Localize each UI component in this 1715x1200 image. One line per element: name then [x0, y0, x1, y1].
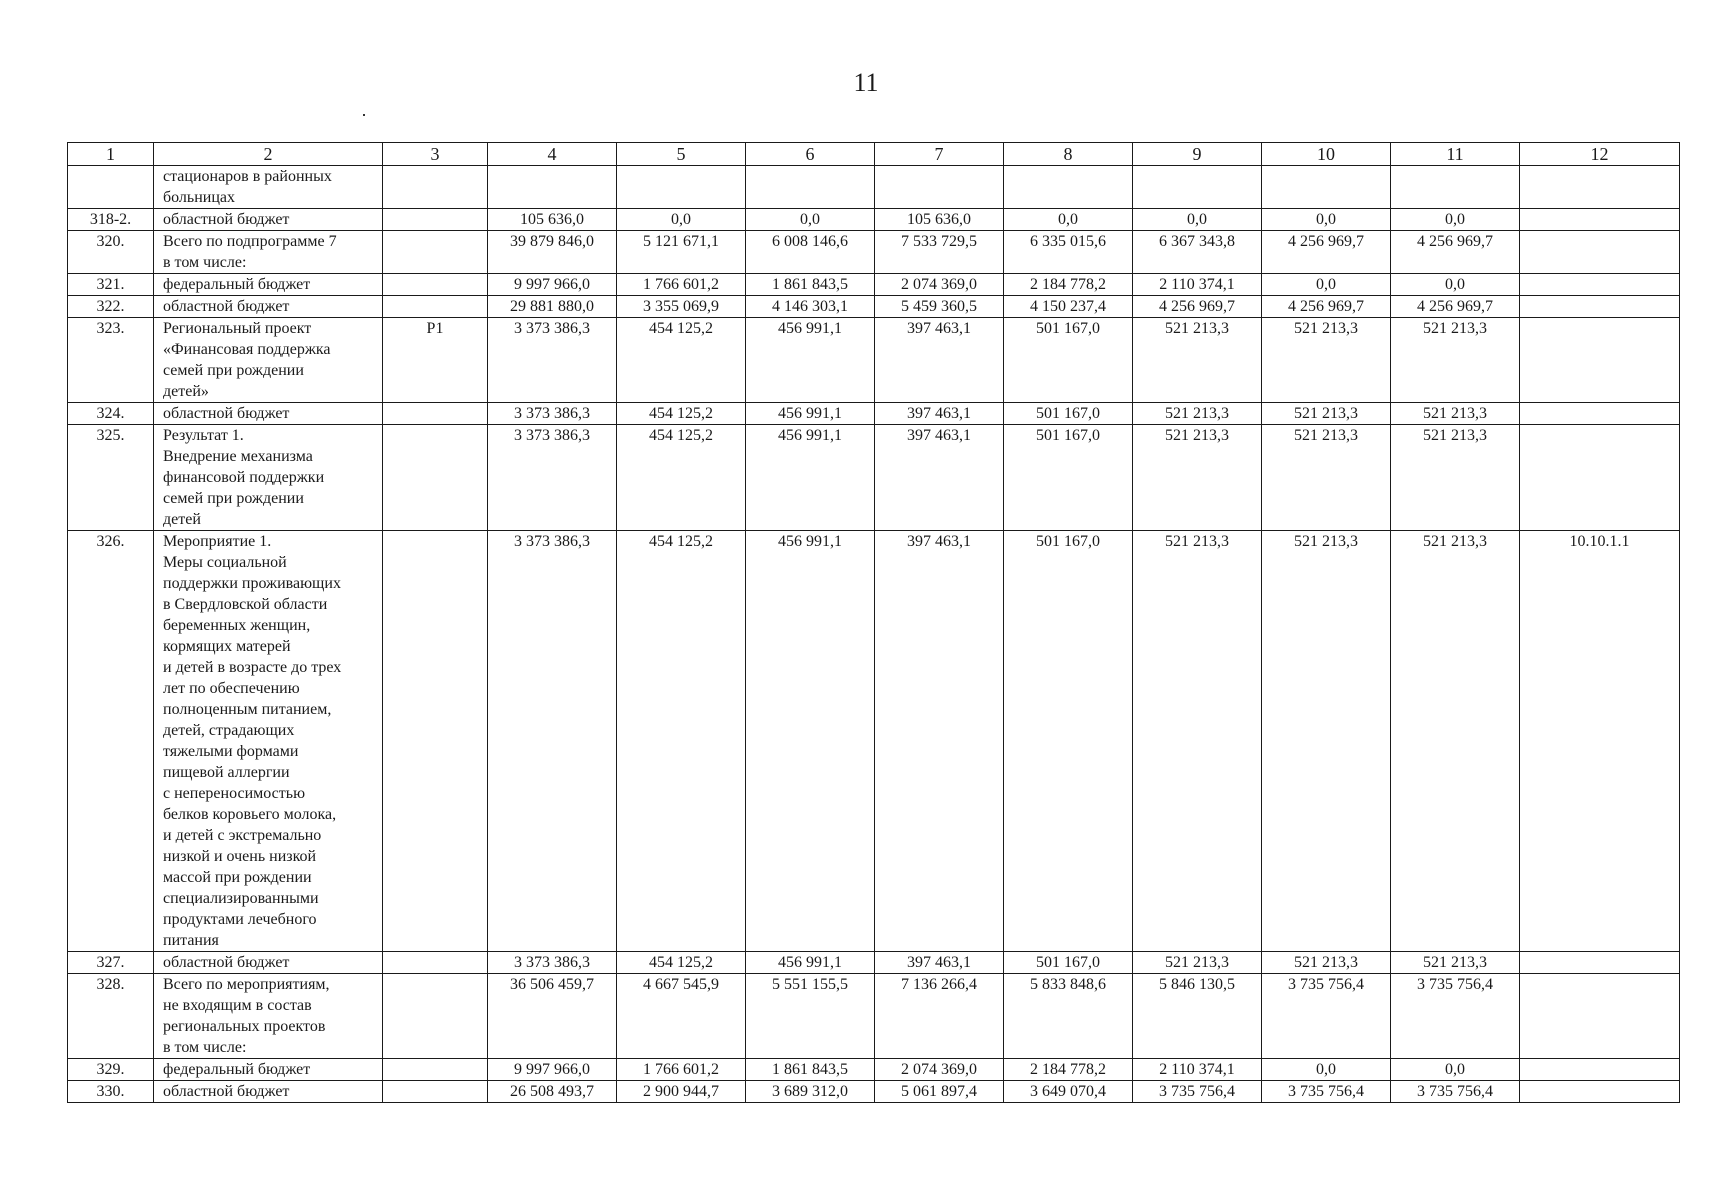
value-cell: 0,0 — [1262, 1059, 1391, 1081]
value-cell: 454 125,2 — [617, 952, 746, 974]
row-number-cell: 323. — [68, 318, 154, 403]
value-cell: 501 167,0 — [1004, 531, 1133, 952]
value-cell: 4 146 303,1 — [746, 296, 875, 318]
value-cell: 521 213,3 — [1133, 531, 1262, 952]
row-name-cell: федеральный бюджет — [154, 1059, 383, 1081]
value-cell: 3 373 386,3 — [488, 425, 617, 531]
row-number-cell: 329. — [68, 1059, 154, 1081]
table-row — [68, 425, 1680, 531]
target-cell — [1520, 1059, 1680, 1081]
header-cell: 12 — [1520, 143, 1680, 166]
value-cell: 2 184 778,2 — [1004, 1059, 1133, 1081]
table-row — [68, 166, 1680, 209]
header-cell: 10 — [1262, 143, 1391, 166]
value-cell: 456 991,1 — [746, 425, 875, 531]
value-cell: 0,0 — [746, 209, 875, 231]
value-cell — [875, 166, 1004, 209]
value-cell: 456 991,1 — [746, 952, 875, 974]
row-code-cell — [383, 1081, 488, 1103]
value-cell: 521 213,3 — [1391, 403, 1520, 425]
value-cell: 2 184 778,2 — [1004, 274, 1133, 296]
row-name-cell: областной бюджет — [154, 1081, 383, 1103]
value-cell: 0,0 — [1262, 274, 1391, 296]
value-cell: 521 213,3 — [1262, 318, 1391, 403]
value-cell — [1004, 166, 1133, 209]
table-row — [68, 531, 1680, 952]
table-row — [68, 274, 1680, 296]
value-cell: 5 459 360,5 — [875, 296, 1004, 318]
row-code-cell — [383, 952, 488, 974]
value-cell: 6 008 146,6 — [746, 231, 875, 274]
row-number-cell: 326. — [68, 531, 154, 952]
row-number-cell: 327. — [68, 952, 154, 974]
value-cell: 454 125,2 — [617, 403, 746, 425]
value-cell: 521 213,3 — [1133, 318, 1262, 403]
row-code-cell — [383, 531, 488, 952]
value-cell: 521 213,3 — [1133, 952, 1262, 974]
value-cell: 0,0 — [1262, 209, 1391, 231]
header-cell: 8 — [1004, 143, 1133, 166]
table-row — [68, 1059, 1680, 1081]
value-cell: 7 136 266,4 — [875, 974, 1004, 1059]
value-cell: 521 213,3 — [1391, 531, 1520, 952]
row-name-cell: областной бюджет — [154, 296, 383, 318]
value-cell: 521 213,3 — [1391, 952, 1520, 974]
value-cell — [1262, 166, 1391, 209]
value-cell: 456 991,1 — [746, 403, 875, 425]
header-cell: 1 — [68, 143, 154, 166]
value-cell: 454 125,2 — [617, 425, 746, 531]
value-cell: 4 256 969,7 — [1262, 296, 1391, 318]
row-code-cell: Р1 — [383, 318, 488, 403]
row-number-cell: 324. — [68, 403, 154, 425]
value-cell — [617, 166, 746, 209]
row-name-cell: Всего по подпрограмме 7 в том числе: — [154, 231, 383, 274]
row-number-cell: 322. — [68, 296, 154, 318]
value-cell: 3 373 386,3 — [488, 318, 617, 403]
value-cell: 3 735 756,4 — [1391, 1081, 1520, 1103]
value-cell: 4 256 969,7 — [1133, 296, 1262, 318]
value-cell: 1 861 843,5 — [746, 274, 875, 296]
row-name-cell: областной бюджет — [154, 209, 383, 231]
header-cell: 5 — [617, 143, 746, 166]
value-cell: 397 463,1 — [875, 531, 1004, 952]
value-cell — [746, 166, 875, 209]
target-cell — [1520, 1081, 1680, 1103]
target-cell — [1520, 318, 1680, 403]
table-row — [68, 952, 1680, 974]
row-code-cell — [383, 974, 488, 1059]
value-cell: 105 636,0 — [875, 209, 1004, 231]
value-cell: 521 213,3 — [1391, 318, 1520, 403]
value-cell: 5 551 155,5 — [746, 974, 875, 1059]
value-cell: 456 991,1 — [746, 531, 875, 952]
target-cell — [1520, 231, 1680, 274]
value-cell: 501 167,0 — [1004, 318, 1133, 403]
row-name-cell: областной бюджет — [154, 952, 383, 974]
row-name-cell: стационаров в районных больницах — [154, 166, 383, 209]
value-cell: 3 355 069,9 — [617, 296, 746, 318]
target-cell — [1520, 974, 1680, 1059]
row-code-cell — [383, 209, 488, 231]
row-number-cell: 318-2. — [68, 209, 154, 231]
value-cell: 105 636,0 — [488, 209, 617, 231]
row-code-cell — [383, 166, 488, 209]
value-cell: 521 213,3 — [1391, 425, 1520, 531]
value-cell: 397 463,1 — [875, 952, 1004, 974]
value-cell: 6 367 343,8 — [1133, 231, 1262, 274]
target-cell — [1520, 425, 1680, 531]
target-cell — [1520, 952, 1680, 974]
value-cell — [1133, 166, 1262, 209]
value-cell: 4 667 545,9 — [617, 974, 746, 1059]
value-cell: 3 373 386,3 — [488, 531, 617, 952]
header-cell: 7 — [875, 143, 1004, 166]
value-cell: 6 335 015,6 — [1004, 231, 1133, 274]
value-cell: 2 900 944,7 — [617, 1081, 746, 1103]
value-cell: 3 735 756,4 — [1133, 1081, 1262, 1103]
value-cell: 454 125,2 — [617, 531, 746, 952]
value-cell: 36 506 459,7 — [488, 974, 617, 1059]
value-cell: 2 110 374,1 — [1133, 274, 1262, 296]
row-name-cell: Региональный проект «Финансовая поддержка семей при рождении детей» — [154, 318, 383, 403]
value-cell: 9 997 966,0 — [488, 1059, 617, 1081]
value-cell: 501 167,0 — [1004, 952, 1133, 974]
header-cell: 9 — [1133, 143, 1262, 166]
value-cell: 9 997 966,0 — [488, 274, 617, 296]
header-cell: 6 — [746, 143, 875, 166]
page-number: 11 — [853, 68, 879, 97]
row-code-cell — [383, 1059, 488, 1081]
header-cell: 3 — [383, 143, 488, 166]
row-code-cell — [383, 274, 488, 296]
value-cell: 5 833 848,6 — [1004, 974, 1133, 1059]
value-cell: 1 766 601,2 — [617, 274, 746, 296]
value-cell: 521 213,3 — [1262, 425, 1391, 531]
value-cell: 521 213,3 — [1262, 403, 1391, 425]
value-cell: 456 991,1 — [746, 318, 875, 403]
value-cell: 521 213,3 — [1133, 403, 1262, 425]
row-name-cell: областной бюджет — [154, 403, 383, 425]
value-cell — [488, 166, 617, 209]
row-code-cell — [383, 231, 488, 274]
value-cell: 1 861 843,5 — [746, 1059, 875, 1081]
value-cell — [1391, 166, 1520, 209]
row-name-cell: федеральный бюджет — [154, 274, 383, 296]
value-cell: 39 879 846,0 — [488, 231, 617, 274]
value-cell: 3 373 386,3 — [488, 403, 617, 425]
value-cell: 0,0 — [1391, 1059, 1520, 1081]
header-cell: 2 — [154, 143, 383, 166]
row-number-cell: 320. — [68, 231, 154, 274]
target-cell — [1520, 274, 1680, 296]
value-cell: 521 213,3 — [1262, 952, 1391, 974]
table-row — [68, 318, 1680, 403]
value-cell: 397 463,1 — [875, 403, 1004, 425]
target-cell — [1520, 296, 1680, 318]
value-cell: 5 121 671,1 — [617, 231, 746, 274]
value-cell: 521 213,3 — [1133, 425, 1262, 531]
row-code-cell — [383, 403, 488, 425]
row-number-cell — [68, 166, 154, 209]
value-cell: 4 150 237,4 — [1004, 296, 1133, 318]
value-cell: 3 735 756,4 — [1262, 1081, 1391, 1103]
target-cell: 10.10.1.1 — [1520, 531, 1680, 952]
scan-speck — [363, 114, 365, 116]
table-row — [68, 209, 1680, 231]
value-cell: 7 533 729,5 — [875, 231, 1004, 274]
value-cell: 4 256 969,7 — [1391, 231, 1520, 274]
row-code-cell — [383, 296, 488, 318]
value-cell: 0,0 — [1004, 209, 1133, 231]
row-number-cell: 325. — [68, 425, 154, 531]
value-cell: 3 735 756,4 — [1391, 974, 1520, 1059]
value-cell: 3 649 070,4 — [1004, 1081, 1133, 1103]
table-header-row — [68, 143, 1680, 166]
header-cell: 11 — [1391, 143, 1520, 166]
row-name-cell: Мероприятие 1. Меры социальной поддержки проживающих в Свердловской области беременных женщин, кормящих матерей и детей в возрасте до трех лет по обеспечению полноценным питанием, детей, страдающих тяжелыми формами пищевой аллергии с непереносимостью белков коровьего молока, и детей с экстремально низкой и очень низкой массой при рождении специализированными продуктами лечебного питания — [154, 531, 383, 952]
row-name-cell: Всего по мероприятиям, не входящим в состав региональных проектов в том числе: — [154, 974, 383, 1059]
table-row — [68, 403, 1680, 425]
value-cell: 0,0 — [617, 209, 746, 231]
row-number-cell: 321. — [68, 274, 154, 296]
table-row — [68, 231, 1680, 274]
table-row — [68, 974, 1680, 1059]
budget-table — [67, 142, 1680, 1103]
value-cell: 501 167,0 — [1004, 403, 1133, 425]
row-name-cell: Результат 1. Внедрение механизма финансовой поддержки семей при рождении детей — [154, 425, 383, 531]
value-cell: 2 074 369,0 — [875, 1059, 1004, 1081]
value-cell: 397 463,1 — [875, 425, 1004, 531]
value-cell: 454 125,2 — [617, 318, 746, 403]
value-cell: 0,0 — [1391, 274, 1520, 296]
value-cell: 4 256 969,7 — [1391, 296, 1520, 318]
value-cell: 397 463,1 — [875, 318, 1004, 403]
target-cell — [1520, 166, 1680, 209]
table-row — [68, 296, 1680, 318]
value-cell: 521 213,3 — [1262, 531, 1391, 952]
header-cell: 4 — [488, 143, 617, 166]
value-cell: 26 508 493,7 — [488, 1081, 617, 1103]
value-cell: 1 766 601,2 — [617, 1059, 746, 1081]
value-cell: 501 167,0 — [1004, 425, 1133, 531]
value-cell: 29 881 880,0 — [488, 296, 617, 318]
value-cell: 3 735 756,4 — [1262, 974, 1391, 1059]
row-number-cell: 330. — [68, 1081, 154, 1103]
value-cell: 3 373 386,3 — [488, 952, 617, 974]
target-cell — [1520, 403, 1680, 425]
value-cell: 0,0 — [1133, 209, 1262, 231]
value-cell: 0,0 — [1391, 209, 1520, 231]
row-number-cell: 328. — [68, 974, 154, 1059]
value-cell: 3 689 312,0 — [746, 1081, 875, 1103]
value-cell: 5 846 130,5 — [1133, 974, 1262, 1059]
row-code-cell — [383, 425, 488, 531]
value-cell: 4 256 969,7 — [1262, 231, 1391, 274]
value-cell: 5 061 897,4 — [875, 1081, 1004, 1103]
target-cell — [1520, 209, 1680, 231]
value-cell: 2 074 369,0 — [875, 274, 1004, 296]
value-cell: 2 110 374,1 — [1133, 1059, 1262, 1081]
table-row — [68, 1081, 1680, 1103]
